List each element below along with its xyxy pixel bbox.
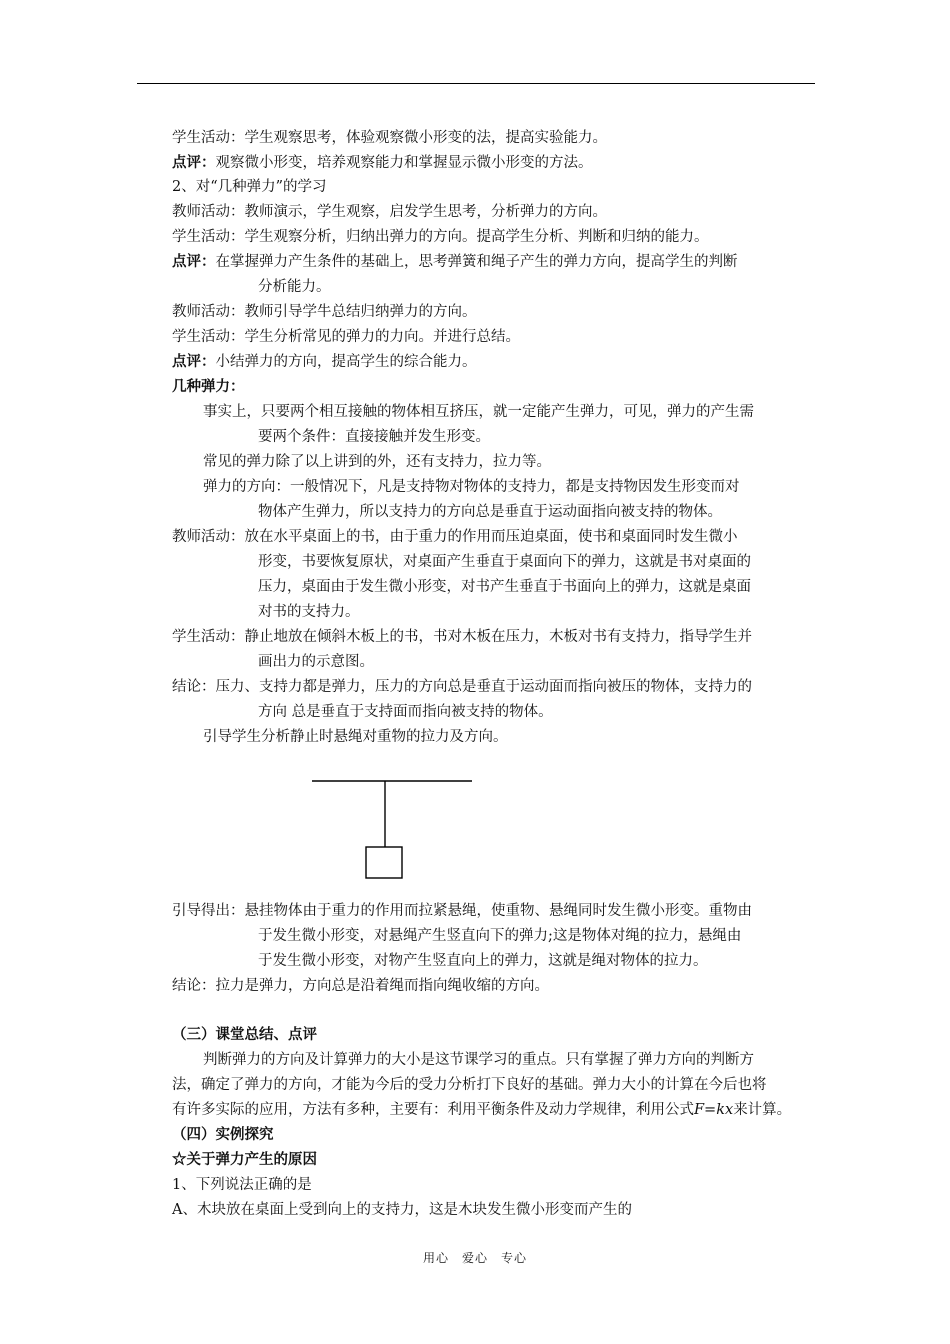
paragraph-line: 于发生微小形变，对悬绳产生竖直向下的弹力;这是物体对绳的拉力，悬绳由 xyxy=(258,928,742,944)
comment-text: 观察微小形变，培养观察能力和掌握显示微小形变的方法。 xyxy=(215,155,593,171)
paragraph-line: 画出力的示意图。 xyxy=(258,654,374,670)
paragraph-line: 法，确定了弹力的方向，才能为今后的受力分析打下良好的基础。弹力大小的计算在今后也将 xyxy=(172,1077,767,1093)
section-heading: 几种弹力： xyxy=(172,378,245,395)
paragraph-text: 有许多实际的应用，方法有多种，主要有：利用平衡条件及动力学规律，利用公式 xyxy=(172,1102,694,1118)
paragraph-line: 方向 总是垂直于支持面而指向被支持的物体。 xyxy=(258,704,553,720)
paragraph-line: 物体产生弹力，所以支持力的方向总是垂直于运动面指向被支持的物体。 xyxy=(258,504,722,520)
paragraph-line: 结论：拉力是弹力，方向总是沿着绳而指向绳收缩的方向。 xyxy=(172,978,549,994)
paragraph-line: 分析能力。 xyxy=(258,279,331,295)
paragraph-line: 学生活动：学生观察分析，归纳出弹力的方向。提高学生分析、判断和归纳的能力。 xyxy=(172,229,709,245)
section-heading: 2、对“几种弹力”的学习 xyxy=(172,179,327,195)
section-heading: ☆关于弹力产生的原因 xyxy=(172,1151,317,1168)
formula: F=kx xyxy=(694,1102,734,1118)
comment-line xyxy=(172,252,738,272)
comment-text: 在掌握弹力产生条件的基础上，思考弹簧和绳子产生的弹力方向，提高学生的判断 xyxy=(215,254,738,270)
comment-line xyxy=(172,352,477,372)
paragraph-line: 要两个条件：直接接触并发生形变。 xyxy=(258,429,490,445)
paragraph-line: 学生活动：静止地放在倾斜木板上的书，书对木板在压力，木板对书有支持力，指导学生并 xyxy=(172,629,752,645)
paragraph-line: 常见的弹力除了以上讲到的外，还有支持力，拉力等。 xyxy=(203,454,551,470)
section-heading: （四）实例探究 xyxy=(172,1126,274,1143)
option-line: A、木块放在桌面上受到向上的支持力，这是木块发生微小形变而产生的 xyxy=(172,1202,632,1218)
paragraph-line: 对书的支持力。 xyxy=(258,604,360,620)
paragraph-line: 压力，桌面由于发生微小形变，对书产生垂直于书面向上的弹力，这就是桌面 xyxy=(258,579,751,595)
hanging-weight-diagram xyxy=(310,775,480,885)
paragraph-line xyxy=(172,1100,791,1120)
comment-label: 点评： xyxy=(172,353,216,370)
paragraph-line: 教师活动：教师引导学牛总结归纳弹力的方向。 xyxy=(172,304,477,320)
comment-label: 点评： xyxy=(172,154,216,171)
comment-text: 小结弹力的方向，提高学生的综合能力。 xyxy=(215,354,477,370)
question-stem: 1、下列说法正确的是 xyxy=(172,1177,312,1193)
page-footer: 用心 爱心 专心 xyxy=(422,1251,527,1265)
header-rule xyxy=(137,83,815,84)
paragraph-line: 事实上，只要两个相互接触的物体相互挤压，就一定能产生弹力，可见，弹力的产生需 xyxy=(203,404,754,420)
paragraph-line: 引导学生分析静止时悬绳对重物的拉力及方向。 xyxy=(203,729,508,745)
paragraph-line: 教师活动：教师演示，学生观察，启发学生思考，分析弹力的方向。 xyxy=(172,204,607,220)
comment-label: 点评： xyxy=(172,253,216,270)
paragraph-line: 于发生微小形变，对物产生竖直向上的弹力，这就是绳对物体的拉力。 xyxy=(258,953,708,969)
weight-box xyxy=(366,847,402,878)
paragraph-line: 判断弹力的方向及计算弹力的大小是这节课学习的重点。只有掌握了弹力方向的判断方 xyxy=(203,1052,754,1068)
paragraph-line: 学生活动：学生观察思考，体验观察微小形变的法，提高实验能力。 xyxy=(172,130,607,146)
paragraph-line: 教师活动：放在水平桌面上的书，由于重力的作用而压迫桌面，使书和桌面同时发生微小 xyxy=(172,529,738,545)
comment-line xyxy=(172,153,593,173)
paragraph-line: 形变，书要恢复原状，对桌面产生垂直于桌面向下的弹力，这就是书对桌面的 xyxy=(258,554,751,570)
paragraph-line: 引导得出：悬挂物体由于重力的作用而拉紧悬绳，使重物、悬绳同时发生微小形变。重物由 xyxy=(172,903,752,919)
paragraph-line: 弹力的方向：一般情况下，凡是支持物对物体的支持力，都是支持物因发生形变而对 xyxy=(203,479,740,495)
paragraph-line: 学生活动：学生分析常见的弹力的力向。并进行总结。 xyxy=(172,329,520,345)
paragraph-line: 结论：压力、支持力都是弹力，压力的方向总是垂直于运动面而指向被压的物体，支持力的 xyxy=(172,679,752,695)
section-heading: （三）课堂总结、点评 xyxy=(172,1026,317,1043)
paragraph-text: 来计算。 xyxy=(733,1102,792,1118)
